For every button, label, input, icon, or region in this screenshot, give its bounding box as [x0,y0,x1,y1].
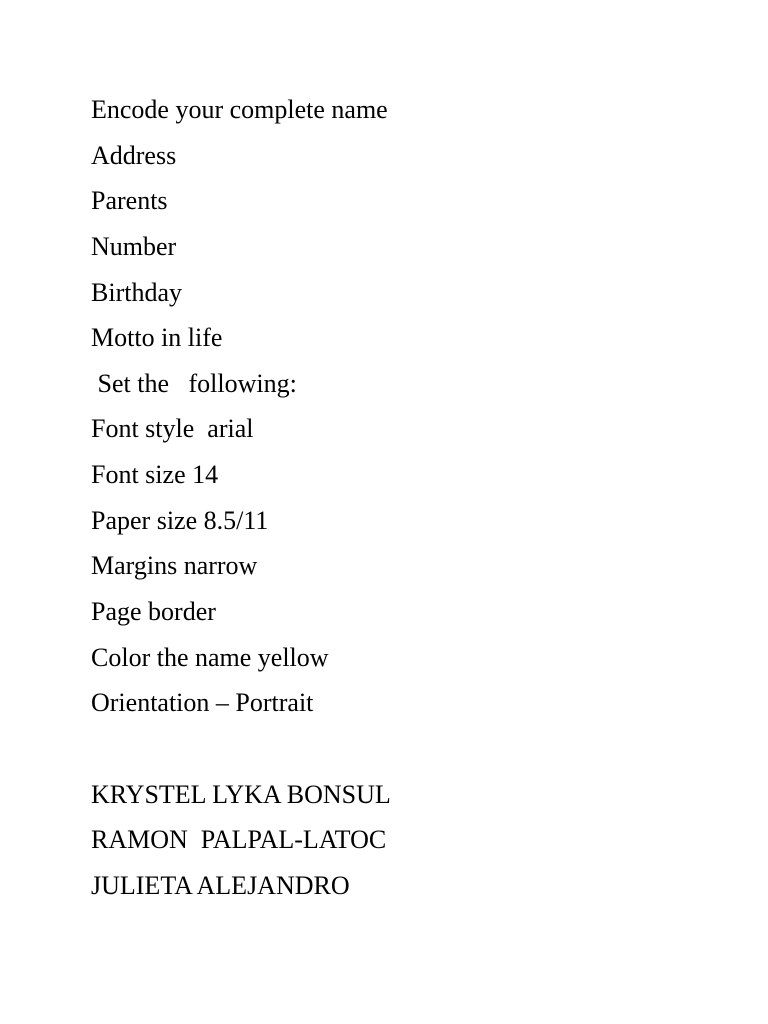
name-line: JULIETA ALEJANDRO [91,871,350,900]
instruction-font-style: Font style arial [91,414,254,443]
instruction-orientation: Orientation – Portrait [91,688,314,717]
instruction-set-following: Set the following: [91,369,297,398]
name-line: RAMON PALPAL-LATOC [91,825,387,854]
instruction-parents: Parents [91,186,168,215]
instruction-address: Address [91,141,177,170]
instruction-paper-size: Paper size 8.5/11 [91,506,269,535]
instruction-encode-name: Encode your complete name [91,95,388,124]
instruction-page-border: Page border [91,597,216,626]
instruction-font-size: Font size 14 [91,460,219,489]
instruction-birthday: Birthday [91,278,182,307]
instruction-margins: Margins narrow [91,551,258,580]
name-line: KRYSTEL LYKA BONSUL [91,780,391,809]
instruction-color-name: Color the name yellow [91,643,329,672]
instruction-motto: Motto in life [91,323,223,352]
instruction-number: Number [91,232,177,261]
